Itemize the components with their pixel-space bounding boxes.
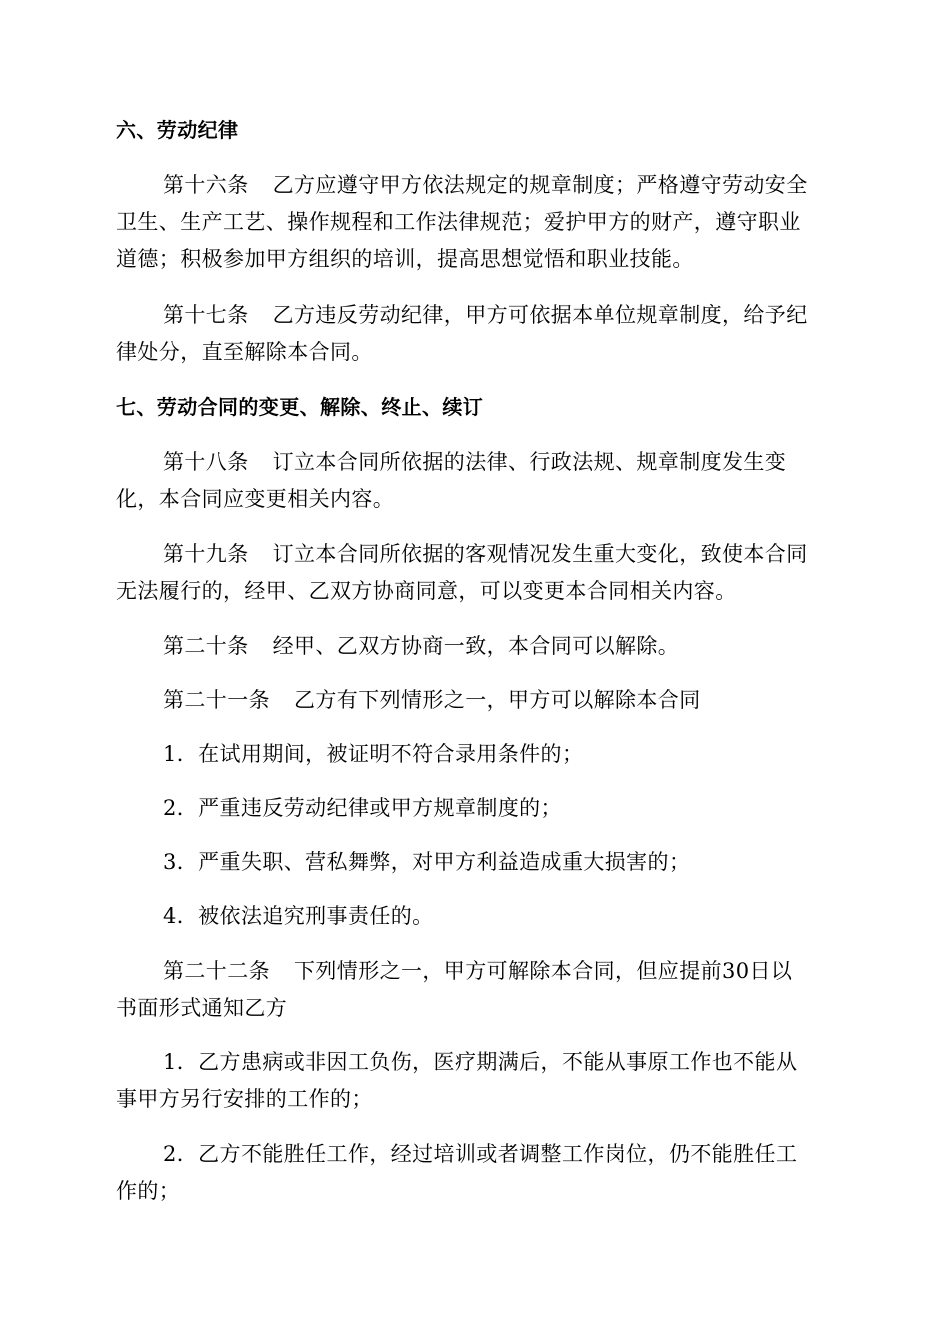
article-22-item-1-line-2: 事甲方另行安排的工作的； (116, 1087, 373, 1111)
article-19-line-2: 无法履行的，经甲、乙双方协商同意，可以变更本合同相关内容。 (116, 579, 737, 603)
article-17-text-1: 乙方违反劳动纪律，甲方可依据本单位规章制度，给予纪 (272, 303, 808, 327)
article-18-line-2: 化，本合同应变更相关内容。 (116, 487, 395, 511)
article-16-line-2: 卫生、生产工艺、操作规程和工作法律规范；爱护甲方的财产，遵守职业 (116, 210, 801, 234)
article-19-number: 第十九条 (163, 542, 249, 566)
article-18-line-1 (163, 449, 786, 475)
article-22-line-1 (163, 958, 792, 984)
article-22-number: 第二十二条 (163, 959, 270, 983)
article-21-item-2: 2．严重违反劳动纪律或甲方规章制度的； (163, 796, 562, 820)
section-7-heading: 七、劳动合同的变更、解除、终止、续订 (116, 395, 484, 419)
article-16-text-1: 乙方应遵守甲方依法规定的规章制度；严格遵守劳动安全 (272, 173, 808, 197)
article-22-text-1: 下列情形之一，甲方可解除本合同，但应提前30日以 (294, 959, 793, 983)
article-19-text-1: 订立本合同所依据的客观情况发生重大变化，致使本合同 (272, 542, 808, 566)
article-22-item-2-line-2: 作的； (116, 1179, 181, 1203)
article-16-number: 第十六条 (163, 173, 249, 197)
article-21-item-1: 1．在试用期间，被证明不符合录用条件的； (163, 742, 584, 766)
article-21-number: 第二十一条 (163, 688, 270, 712)
article-21-line-1 (163, 687, 701, 713)
article-21-item-3: 3．严重失职、营私舞弊，对甲方利益造成重大损害的； (163, 850, 691, 874)
article-20-number: 第二十条 (163, 634, 249, 658)
article-20-text-1: 经甲、乙双方协商一致，本合同可以解除。 (272, 634, 680, 658)
article-17-line-2: 律处分，直至解除本合同。 (116, 340, 373, 364)
article-16-line-1 (163, 172, 808, 198)
article-18-text-1: 订立本合同所依据的法律、行政法规、规章制度发生变 (272, 450, 787, 474)
article-19-line-1 (163, 541, 808, 567)
article-17-line-1 (163, 302, 808, 328)
article-22-line-2: 书面形式通知乙方 (116, 996, 288, 1020)
article-16-line-3: 道德；积极参加甲方组织的培训，提高思想觉悟和职业技能。 (116, 247, 694, 271)
article-20-line-1 (163, 633, 679, 659)
article-22-item-2-line-1: 2．乙方不能胜任工作，经过培训或者调整工作岗位，仍不能胜任工 (163, 1142, 798, 1166)
section-6-heading: 六、劳动纪律 (116, 118, 239, 142)
article-21-text-1: 乙方有下列情形之一，甲方可以解除本合同 (294, 688, 701, 712)
article-22-item-1-line-1: 1．乙方患病或非因工负伤，医疗期满后，不能从事原工作也不能从 (163, 1050, 798, 1074)
article-21-item-4: 4．被依法追究刑事责任的。 (163, 904, 434, 928)
article-18-number: 第十八条 (163, 450, 249, 474)
article-17-number: 第十七条 (163, 303, 249, 327)
